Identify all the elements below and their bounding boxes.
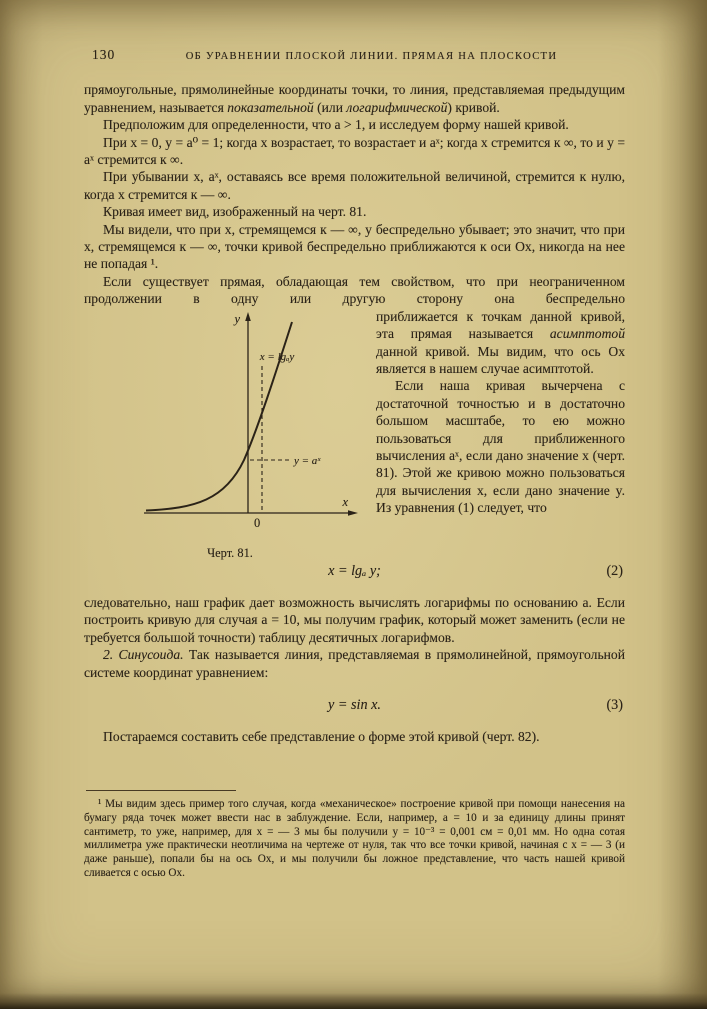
term-sinusoid: Синусоида.: [118, 647, 184, 663]
equation-2-number: (2): [606, 562, 623, 579]
term-logarithmic: логарифмической: [346, 99, 448, 115]
exponential-curve-plot: [140, 308, 366, 536]
paragraph-9: следовательно, наш график дает возможность вычислять логарифмы по основанию a. Если построить кривую для случая a = 10, мы получим график, который может заменить (если не требуется большой точности) таблицу десятичных логарифмов.: [84, 594, 625, 645]
paragraph-11: Постараемся составить себе представление о форме этой кривой (черт. 82).: [103, 729, 540, 745]
paragraph-6: Мы видели, что при x, стремящемся к — ∞, y беспредельно убывает; это значит, что при x, стремящемся к — ∞, точки кривой беспредельно приближаются к оси Ox, никогда на нее не попадая ¹.: [84, 221, 625, 272]
x-axis-label: x: [342, 494, 348, 509]
paragraph-2: Предположим для определенности, что a > 1, и исследуем форму нашей кривой.: [103, 117, 569, 133]
y-axis-arrow: [245, 312, 251, 321]
page-bottom-shadow: [0, 993, 707, 1009]
text-run: Так называется линия, представляемая в прямолинейной, прямоугольной системе координат уравнением:: [84, 647, 625, 680]
figure-chart-81: [84, 308, 376, 563]
page-number: 130: [92, 47, 116, 62]
section-number: 2.: [103, 647, 119, 663]
text-run: (или: [313, 99, 347, 115]
equation-2: [84, 563, 625, 580]
text-block: [84, 46, 625, 881]
running-head: [84, 46, 625, 65]
paragraph-4: При убывании x, aˣ, оставаясь все время положительной величиной, стремится к нулю, когда x стремится к — ∞.: [84, 169, 625, 202]
text-run: данной кривой. Мы видим, что ось Ox является в нашем случае асимптотой.: [376, 343, 625, 376]
text-run: ) кривой.: [447, 99, 500, 115]
equation-3-body: y = sin x.: [328, 696, 381, 713]
origin-label: 0: [254, 515, 261, 530]
term-exponential: показательной: [227, 99, 314, 115]
x-equals-log-label: x = lgₐy: [259, 350, 295, 363]
y-equals-a-power-x-label: y = aˣ: [294, 454, 321, 467]
paragraph-3: При x = 0, y = a⁰ = 1; когда x возрастает, то возрастает и aˣ; когда x стремится к ∞, то и y = aˣ стремится к ∞.: [84, 134, 625, 168]
figure-caption: Черт. 81.: [207, 546, 253, 561]
paragraph-10: [84, 646, 625, 681]
running-title: ОБ УРАВНЕНИИ ПЛОСКОЙ ЛИНИИ. ПРЯМАЯ НА ПЛОСКОСТИ: [185, 51, 558, 62]
text-run: приближается к точкам данной кривой, эта прямая называется: [376, 308, 625, 342]
paragraph-5: Кривая имеет вид, изображенный на черт. 81.: [103, 204, 367, 220]
footnote-separator: [86, 790, 236, 791]
paragraph-7-start: Если существует прямая, обладающая тем свойством, что при неограниченном продолжении в одну или другую сторону она беспредельно: [84, 273, 625, 307]
equation-3-number: (3): [606, 696, 623, 713]
paragraph-8: Если наша кривая вычерчена с достаточной точностью и в достаточно большом масштабе, то ею можно пользоваться для приближенного вычисления aˣ, если дано значение x (черт. 81). Этой же кривою можно пользоваться для вычисления x, если дано значение y. Из уравнения (1) следует, что: [376, 378, 625, 516]
text-run: прямоугольные, прямолинейные координаты точки, то линия, представляемая предыдущим уравнением, называется: [84, 82, 625, 115]
equation-3: [84, 697, 625, 714]
footnote-text: ¹ Мы видим здесь пример того случая, когда «механическое» построение кривой при помощи нанесения на бумагу ряда точек может ввести нас в заблуждение. Если, например, a = 10 и за единицу длины принят сантиметр, то уже, например, для x = — 3 мы бы получили y = 10⁻³ = 0,001 см = 0,01 мм. Но одна сотая миллиметра уже практически неотличима на чертеже от нуля, так что все точки кривой, начиная с x = — 3 (и даже раньше), попали бы на ось Ox, и мы получили бы ложное представление, что часть нашей кривой сливается с осью Ox.: [84, 797, 625, 880]
y-axis-label: y: [234, 311, 240, 326]
term-asymptote: асимптотой: [549, 326, 625, 342]
paragraph-1: [84, 81, 625, 116]
x-axis-arrow: [348, 510, 358, 516]
equation-2-body: x = lgₐ y;: [328, 562, 381, 579]
figure-box: [140, 308, 366, 563]
